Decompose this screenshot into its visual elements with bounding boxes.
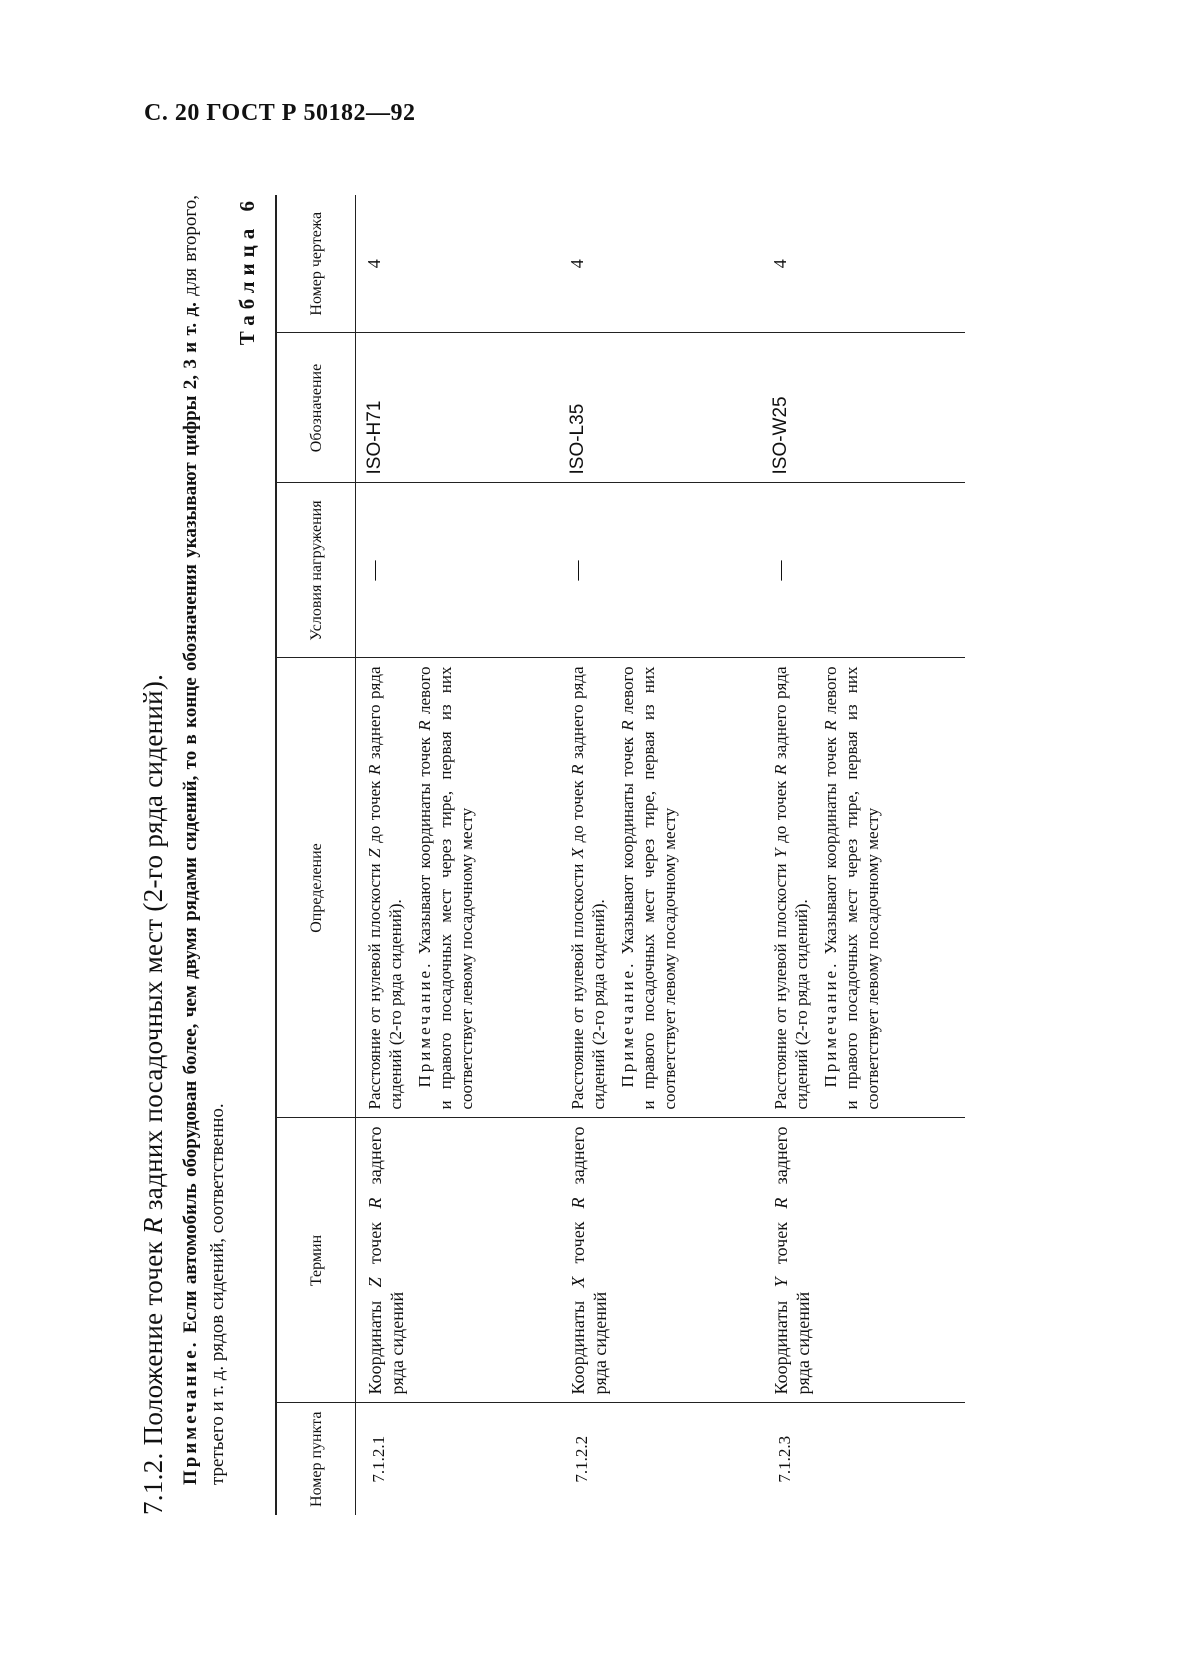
cell-designation: ISO-W25 bbox=[762, 333, 965, 483]
definition-part: до точек bbox=[365, 780, 384, 843]
cell-designation: ISO-H71 bbox=[356, 333, 560, 483]
term-text: Координаты bbox=[568, 1300, 588, 1395]
term-text: Координаты bbox=[771, 1300, 791, 1395]
header-cell-term: Термин bbox=[276, 1118, 356, 1403]
table-row bbox=[762, 195, 965, 1515]
definition-note-part: Указывают координаты точек bbox=[415, 737, 434, 955]
header-cell-number: Номер пункта bbox=[276, 1403, 356, 1515]
term-axis: Y bbox=[771, 1277, 791, 1288]
definition-note-part: левого и правого посадочных мест через тире, первая из них соответствует левому посадочному месту bbox=[821, 666, 882, 1110]
note-label: Примечание. bbox=[180, 1339, 201, 1485]
definition-note bbox=[820, 667, 883, 1110]
definition-axis: X bbox=[568, 847, 587, 859]
table-header-row bbox=[276, 195, 356, 1515]
definition-part: до точек bbox=[568, 780, 587, 843]
term-text: заднего ряда сидений bbox=[568, 1126, 610, 1395]
cell-term bbox=[762, 1118, 965, 1403]
definition-axis: Z bbox=[365, 848, 384, 858]
definition-note-part: Указывают координаты точек bbox=[821, 737, 840, 955]
definition-text bbox=[770, 667, 812, 1110]
term-text: точек bbox=[771, 1222, 791, 1264]
term-text: точек bbox=[568, 1221, 588, 1264]
header-cell-drawing: Номер чертежа bbox=[276, 195, 356, 333]
note-text-bold: Если автомобиль оборудован более, чем двумя рядами сидений, то в конце обозначения указывают цифры 2, 3 и т. д. bbox=[180, 302, 201, 1334]
cell-item-number: 7.1.2.1 bbox=[369, 1435, 388, 1483]
definition-symbol: R bbox=[365, 764, 384, 776]
header-cell-loading: Условия нагружения bbox=[276, 483, 356, 658]
cell-drawing: 4 bbox=[356, 195, 560, 333]
definition-part: заднего ряда сидений (2-го ряда сидений). bbox=[365, 666, 405, 1110]
term-symbol: R bbox=[365, 1197, 385, 1209]
cell-loading: — bbox=[356, 483, 560, 658]
section-title bbox=[135, 195, 171, 1515]
cell-designation: ISO-L35 bbox=[559, 333, 762, 483]
definition-part: заднего ряда сидений (2-го ряда сидений). bbox=[771, 666, 811, 1110]
cell-loading: — bbox=[762, 483, 965, 658]
definition-part: до точек bbox=[771, 780, 790, 843]
term-text: Координаты bbox=[365, 1300, 385, 1395]
table-row bbox=[559, 195, 762, 1515]
section-note bbox=[177, 195, 231, 1485]
cell-definition bbox=[762, 658, 965, 1118]
cell-drawing: 4 bbox=[762, 195, 965, 333]
section-title-symbol: R bbox=[138, 1217, 168, 1235]
term-symbol: R bbox=[771, 1197, 791, 1209]
header-cell-designation: Обозначение bbox=[276, 333, 356, 483]
definition-symbol: R bbox=[568, 764, 587, 775]
cell-loading: — bbox=[559, 483, 762, 658]
header-cell-definition: Определение bbox=[276, 658, 356, 1118]
definition-part: Расстояние от нулевой плоскости bbox=[568, 863, 587, 1110]
rotated-page-content bbox=[135, 195, 1095, 1515]
term-symbol: R bbox=[568, 1197, 588, 1209]
definition-note-symbol: R bbox=[618, 720, 637, 731]
section-number: 7.1.2. bbox=[138, 1452, 168, 1515]
section-title-text: Положение точек bbox=[138, 1241, 168, 1446]
section-title-rest: задних посадочных мест (2-го ряда сидений). bbox=[138, 673, 168, 1211]
definition-note bbox=[617, 667, 680, 1110]
definition-note bbox=[414, 667, 477, 1110]
definition-axis: Y bbox=[771, 848, 790, 858]
definition-text bbox=[567, 667, 609, 1110]
cell-drawing: 4 bbox=[559, 195, 762, 333]
definition-note-label: Примечание. bbox=[821, 960, 840, 1088]
definition-note-part: Указывают координаты точек bbox=[618, 737, 637, 955]
definition-part: Расстояние от нулевой плоскости bbox=[365, 863, 384, 1110]
spec-table bbox=[275, 195, 965, 1515]
cell-item-number: 7.1.2.2 bbox=[572, 1435, 591, 1483]
definition-note-label: Примечание. bbox=[415, 960, 434, 1088]
definition-text bbox=[364, 667, 406, 1110]
term-text: точек bbox=[365, 1222, 385, 1264]
definition-note-symbol: R bbox=[821, 720, 840, 731]
definition-note-part: левого и правого посадочных мест через тире, первая из них соответствует левому посадочному месту bbox=[618, 666, 679, 1110]
term-axis: X bbox=[568, 1276, 588, 1288]
term-text: заднего ряда сидений bbox=[365, 1126, 407, 1395]
cell-item-number: 7.1.2.3 bbox=[775, 1435, 794, 1483]
cell-term bbox=[559, 1118, 762, 1403]
table-row bbox=[356, 195, 560, 1515]
definition-note-symbol: R bbox=[415, 720, 434, 731]
table-caption: Таблица 6 bbox=[235, 195, 259, 346]
definition-note-label: Примечание. bbox=[618, 960, 637, 1088]
definition-symbol: R bbox=[771, 764, 790, 776]
note-text-regular: для второго, третьего и т. д. рядов сидений, соответственно. bbox=[180, 195, 228, 1485]
cell-definition bbox=[356, 658, 560, 1118]
definition-note-part: левого и правого посадочных мест через тире, первая из них соответствует левому посадочному месту bbox=[415, 666, 476, 1110]
term-axis: Z bbox=[365, 1277, 385, 1288]
cell-term bbox=[356, 1118, 560, 1403]
cell-definition bbox=[559, 658, 762, 1118]
definition-part: заднего ряда сидений (2-го ряда сидений). bbox=[568, 666, 608, 1110]
term-text: заднего ряда сидений bbox=[771, 1126, 813, 1395]
running-head: С. 20 ГОСТ Р 50182—92 bbox=[144, 100, 416, 126]
definition-part: Расстояние от нулевой плоскости bbox=[771, 863, 790, 1110]
